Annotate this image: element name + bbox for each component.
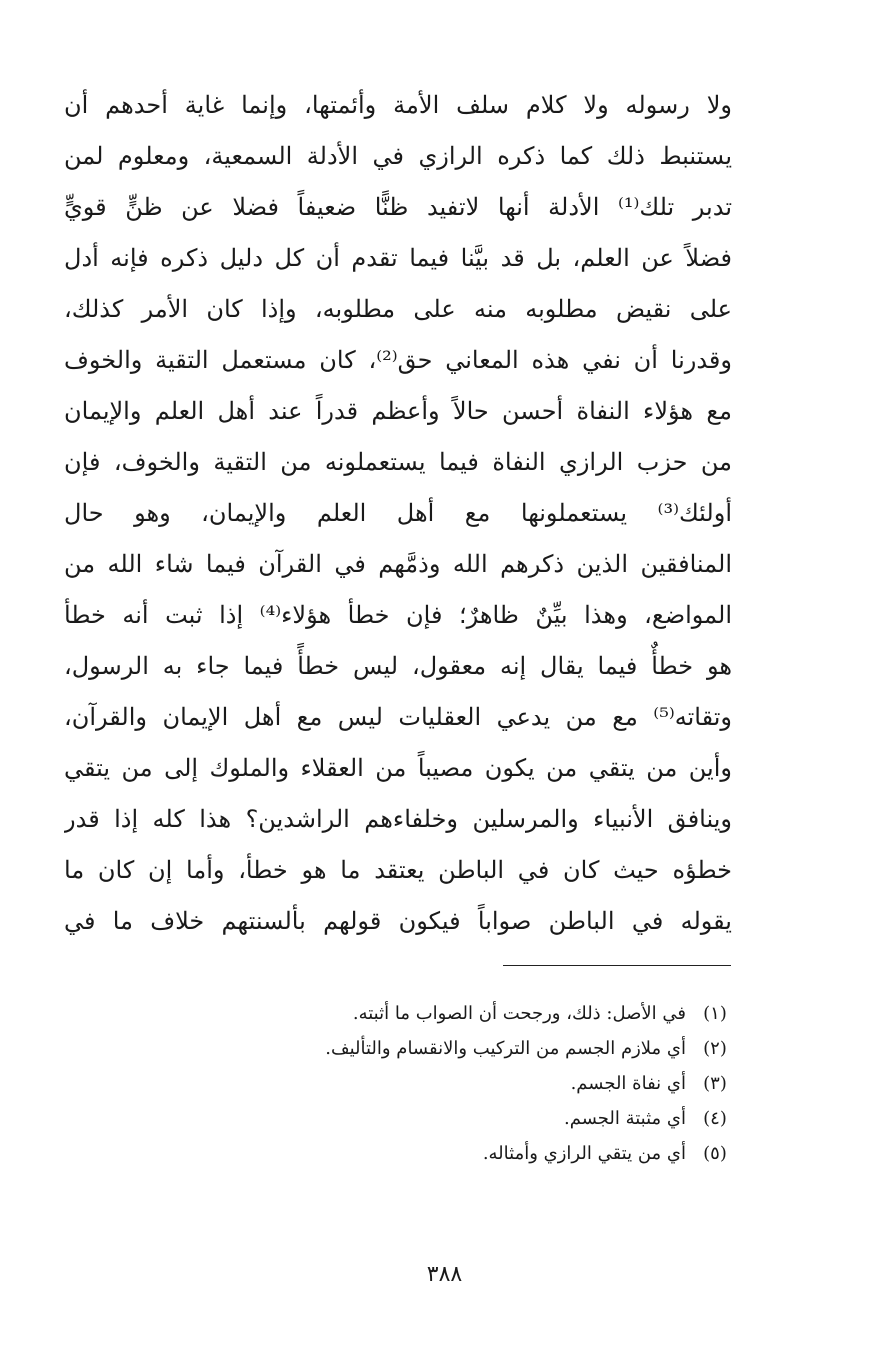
text-line: من حزب الرازي النفاة فيما يستعملونه من التقية والخوف، فإن bbox=[64, 448, 732, 476]
text-line: تدبر تلك⁽¹⁾ الأدلة أنها لاتفيد ظنًّا ضعيفاً فضلا عن ظنٍّ قويٍّ bbox=[64, 193, 732, 221]
footnote-number: (١) bbox=[703, 1003, 727, 1024]
text-line: المنافقين الذين ذكرهم الله وذمَّهم في القرآن فيما شاء الله من bbox=[64, 550, 732, 578]
footnote-text: أي نفاة الجسم. bbox=[570, 1073, 686, 1094]
text-line: وأين من يتقي من يكون مصيباً من العقلاء والملوك إلى من يتقي bbox=[64, 754, 732, 782]
text-line: وتقاته⁽⁵⁾ مع من يدعي العقليات ليس مع أهل الإيمان والقرآن، bbox=[64, 703, 732, 731]
text-line: مع هؤلاء النفاة أحسن حالاً وأعظم قدراً عند أهل العلم والإيمان bbox=[64, 397, 732, 425]
main-text bbox=[64, 80, 732, 947]
footnote-number: (٤) bbox=[703, 1108, 727, 1129]
text-line: وقدرنا أن نفي هذه المعاني حق⁽²⁾، كان مستعمل التقية والخوف bbox=[64, 346, 732, 374]
footnote-number: (٥) bbox=[703, 1143, 727, 1164]
footnote-text: أي ملازم الجسم من التركيب والانقسام والتأليف. bbox=[325, 1038, 686, 1059]
footnote-number: (٣) bbox=[703, 1073, 727, 1094]
footnote-item bbox=[220, 1066, 732, 1101]
footnotes bbox=[220, 996, 732, 1171]
page-number: ٣٨٨ bbox=[426, 1262, 463, 1287]
footnote-item bbox=[220, 1101, 732, 1136]
footnote-number: (٢) bbox=[703, 1038, 727, 1059]
text-line: على نقيض مطلوبه منه على مطلوبه، وإذا كان الأمر كذلك، bbox=[64, 295, 732, 323]
text-line: المواضع، وهذا بيِّنٌ ظاهرٌ؛ فإن خطأ هؤلاء⁽⁴⁾ إذا ثبت أنه خطأ bbox=[64, 601, 732, 629]
footnote-item bbox=[220, 1031, 732, 1066]
text-line: أولئك⁽³⁾ يستعملونها مع أهل العلم والإيمان، وهو حال bbox=[64, 499, 732, 527]
footnote-item bbox=[220, 996, 732, 1031]
text-line: يقوله في الباطن صواباً فيكون قولهم بألسنتهم خلاف ما في bbox=[64, 907, 732, 935]
text-line: يستنبط ذلك كما ذكره الرازي في الأدلة السمعية، ومعلوم لمن bbox=[64, 142, 732, 170]
footnote-text: أي مثبتة الجسم. bbox=[564, 1108, 686, 1129]
text-line: ولا رسوله ولا كلام سلف الأمة وأئمتها، وإنما غاية أحدهم أن bbox=[64, 91, 732, 119]
footnote-text: أي من يتقي الرازي وأمثاله. bbox=[482, 1143, 686, 1164]
text-line: فضلاً عن العلم، بل قد بيَّنا فيما تقدم أن كل دليل ذكره فإنه أدل bbox=[64, 244, 732, 272]
footnote-item bbox=[220, 1136, 732, 1171]
footnote-divider bbox=[503, 965, 731, 966]
text-line: خطؤه حيث كان في الباطن يعتقد ما هو خطأ، وأما إن كان ما bbox=[64, 856, 732, 884]
text-line: هو خطأٌ فيما يقال إنه معقول، ليس خطأً فيما جاء به الرسول، bbox=[64, 652, 732, 680]
text-line: وينافق الأنبياء والمرسلين وخلفاءهم الراشدين؟ هذا كله إذا قدر bbox=[64, 805, 732, 833]
footnote-text: في الأصل: ذلك، ورجحت أن الصواب ما أثبته. bbox=[352, 1003, 686, 1024]
